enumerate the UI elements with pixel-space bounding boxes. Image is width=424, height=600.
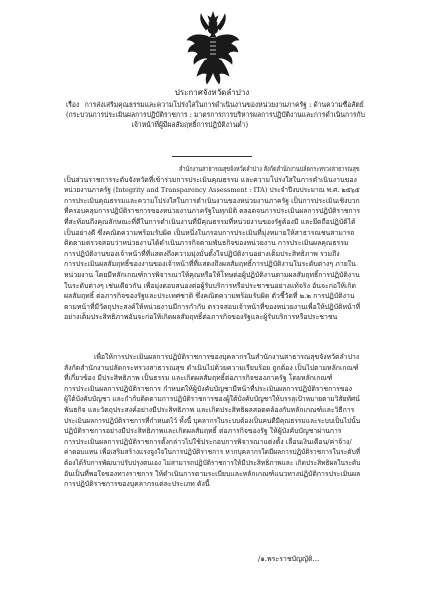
paragraph-line: สำนักงานสาธารณสุขจังหวัดลำปาง สังกัดสำนักงานปลัดกระทรวงสาธารณสุข: [179, 165, 360, 173]
paragraph-line: เป็นอย่างดี ซึ่งคณิตความพร้อมรับผิด เป็นหนึ่งในกรอบการประเมินที่มุ่งหมายให้สาธารณชนสามารถ: [64, 228, 355, 237]
paragraph-line: อันเป็นที่พอใจของทางราชการ ให้ดำเนินการตามระเบียบและหลักเกณฑ์แนวทางปฏิบัติการประเมินผล: [64, 469, 360, 478]
paragraph-line: อย่างเต็มประสิทธิภาพอันจะก่อให้เกิดผลสัมฤทธิ์ต่อภารกิจของรัฐและผู้รับบริการหรือประชาชน: [64, 313, 338, 322]
paragraph-line: หน่วยงานภาครัฐ (Integrity and Transparency Assessment : ITA) ประจำปีงบประมาณ พ.ศ. ๒๕๖๕: [64, 186, 360, 195]
paragraph-line: ปฏิบัติราชการอย่างมีประสิทธิภาพและเกิดผลสัมฤทธิ์ ต่อภารกิจของรัฐ ให้ผู้บังคับบัญชาผ่านการ: [64, 427, 342, 436]
continuation-note: /๑.พระราชบัญญัติ...: [258, 555, 320, 563]
paragraph-line: ในระดับต่างๆ เช่นเดียวกัน เพื่อมุ่งตอบสนองต่อผู้รับบริการหรือประชาชนอย่างแท้จริง อันจะก่อให้เกิด: [64, 281, 356, 290]
subject-text: การส่งเสริมคุณธรรมและความโปร่งใสในการดำเนินงานของหน่วยงานภาครัฐ : ด้านความซื่อสัตย์: [84, 100, 364, 109]
subject-line-2: (กระบวนการประเมินผลการปฏิบัติราชการ : มาตรการการบริหารผลการปฏิบัติงานและการดำเนินการกับ: [66, 110, 365, 120]
paragraph-line: ผลสัมฤทธิ์ ต่อภารกิจของรัฐและประเทศชาติ ซึ่งคณิตความพร้อมรับผิด ตัวชี้วัดที่ ๒.๒ การปฏิบัติงาน: [64, 292, 355, 301]
paragraph-line: การปฏิบัติราชการของบุคลากรแต่ละประเภท ดังนี้: [64, 480, 210, 489]
paragraph-line: การประเมินผลสัมฤทธิ์ของงานของเจ้าหน้าที่ที่แสดงถึงผลสัมฤทธิ์การปฏิบัติงานในระดับต่างๆ ภายใน: [64, 260, 356, 269]
paragraph-line: ที่สะท้อนถึงคุณลักษณะที่ดีในการดำเนินงานที่มีคุณธรรมที่หน่วยงานของรัฐต้องมี และยึดถือปฏิบัติได้: [64, 217, 356, 226]
subject-line-3: เจ้าหน้าที่ผู้มีผลสัมฤทธิ์การปฏิบัติงานต่ำ): [131, 120, 249, 130]
paragraph-line: ค่าตอบแทน เพื่อเสริมสร้างแรงจูงใจในการปฏิบัติราชการ หากบุคลากรใดมีผลการปฏิบัติราชการในระดับที่: [64, 448, 360, 457]
subject-label: เรื่อง: [66, 100, 80, 109]
paragraph-line: ตามหน้าที่มีวัตถุประสงค์ให้หน่วยงานมีการกำกับ ตรวจสอบเจ้าหน้าที่ของหน่วยงานเพื่อให้ปฏิบัติหน้าที่: [64, 302, 360, 311]
paragraph-line: ผู้ใต้บังคับบัญชา และกำกับติดตามการปฏิบัติราชการของผู้ใต้บังคับบัญชาให้บรรลุเป้าหมายตามวิสัยทัศน์: [64, 395, 360, 404]
paragraph-line: ติดตามตรวจสอบว่าหน่วยงานได้ดำเนินภารกิจตามพันธกิจของหน่วยงาน การประเมินผลคุณธรรม: [64, 239, 349, 248]
paragraph-line: ที่ครอบคลุมการปฏิบัติราชการของหน่วยงานภาครัฐในทุกมิติ ตลอดจนการประเมินผลการปฏิบัติราชการ: [64, 207, 360, 216]
paragraph-line: เป็นส่วนราชการระดับจังหวัดที่เข้าร่วมการประเมินคุณธรรม และความโปร่งใสในการดำเนินงานของ: [64, 175, 357, 184]
paragraph-line: หน่วยงาน โดยมีหลักเกณฑ์การพิจารณาให้คุณหรือให้โทษต่อผู้ปฏิบัติงานตามผลสัมฤทธิ์การปฏิบัติงาน: [64, 270, 360, 279]
paragraph-line: การประเมินคุณธรรมและความโปร่งใสในการดำเนินงานของหน่วยงานภาครัฐ เป็นการประเมินเชิงบวก: [64, 196, 360, 205]
paragraph-line: การปฏิบัติงานของเจ้าหน้าที่ที่แสดงถึงความมุ่งมั่นตั้งใจปฏิบัติงานอย่างเต็มประสิทธิภาพ รวมถึง: [64, 249, 340, 258]
separator-line: [172, 156, 252, 157]
paragraph-line: พันธกิจ และวัตถุประสงค์อย่างมีประสิทธิภาพ และเกิดประสิทธิผลสอดคล้องกับหลักเกณฑ์และวิธีการ: [64, 405, 355, 414]
subject-block: [66, 100, 386, 131]
paragraph-line: ต้องได้รับการพัฒนาปรับปรุงตนเอง ไม่สามารถปฏิบัติราชการให้มีประสิทธิภาพและ เกิดประสิทธิผลในระดับ: [64, 458, 360, 467]
paragraph-line: การประเมินผลการปฏิบัติราชการตั้งกล่าวไปใช้ประกอบการพิจารณาแต่งตั้ง เลื่อนเงินเดือน/ค่าจ้าง/: [64, 437, 352, 446]
paragraph-2: [64, 352, 360, 490]
paragraph-1: [64, 164, 360, 323]
paragraph-line: ประเมินผลการปฏิบัติราชการที่กำหนดไว้ ทั้งนี้ บุคลากรในระบบต้องเป็นคนดีมีคุณธรรมและระบบเป็นไปนั้น: [64, 416, 360, 425]
paragraph-line: สังกัดสำนักงานปลัดกระทรวงสาธารณสุข ดำเนินไปด้วยความเรียบร้อย ถูกต้อง เป็นไปตามหลักเกณฑ์: [64, 363, 359, 372]
garuda-emblem-icon: [185, 10, 241, 86]
document-title: ประกาศจังหวัดลำปาง: [174, 88, 250, 97]
paragraph-line: เพื่อให้การประเมินผลการปฏิบัติราชการของบุคลากรในสำนักงานสาธารณสุขจังหวัดลำปาง: [94, 353, 360, 361]
subject-line-1: [66, 100, 366, 110]
paragraph-line: ที่เกี่ยวข้อง มีประสิทธิภาพ เป็นธรรม และเกิดผลสัมฤทธิ์ต่อภารกิจของภาครัฐ โดยหลักเกณฑ์: [64, 374, 333, 383]
paragraph-line: การประเมินผลการปฏิบัติราชการ กำหนดให้ผู้บังคับบัญชามีหน้าที่ประเมินผลการปฏิบัติราชการของ: [64, 384, 353, 393]
